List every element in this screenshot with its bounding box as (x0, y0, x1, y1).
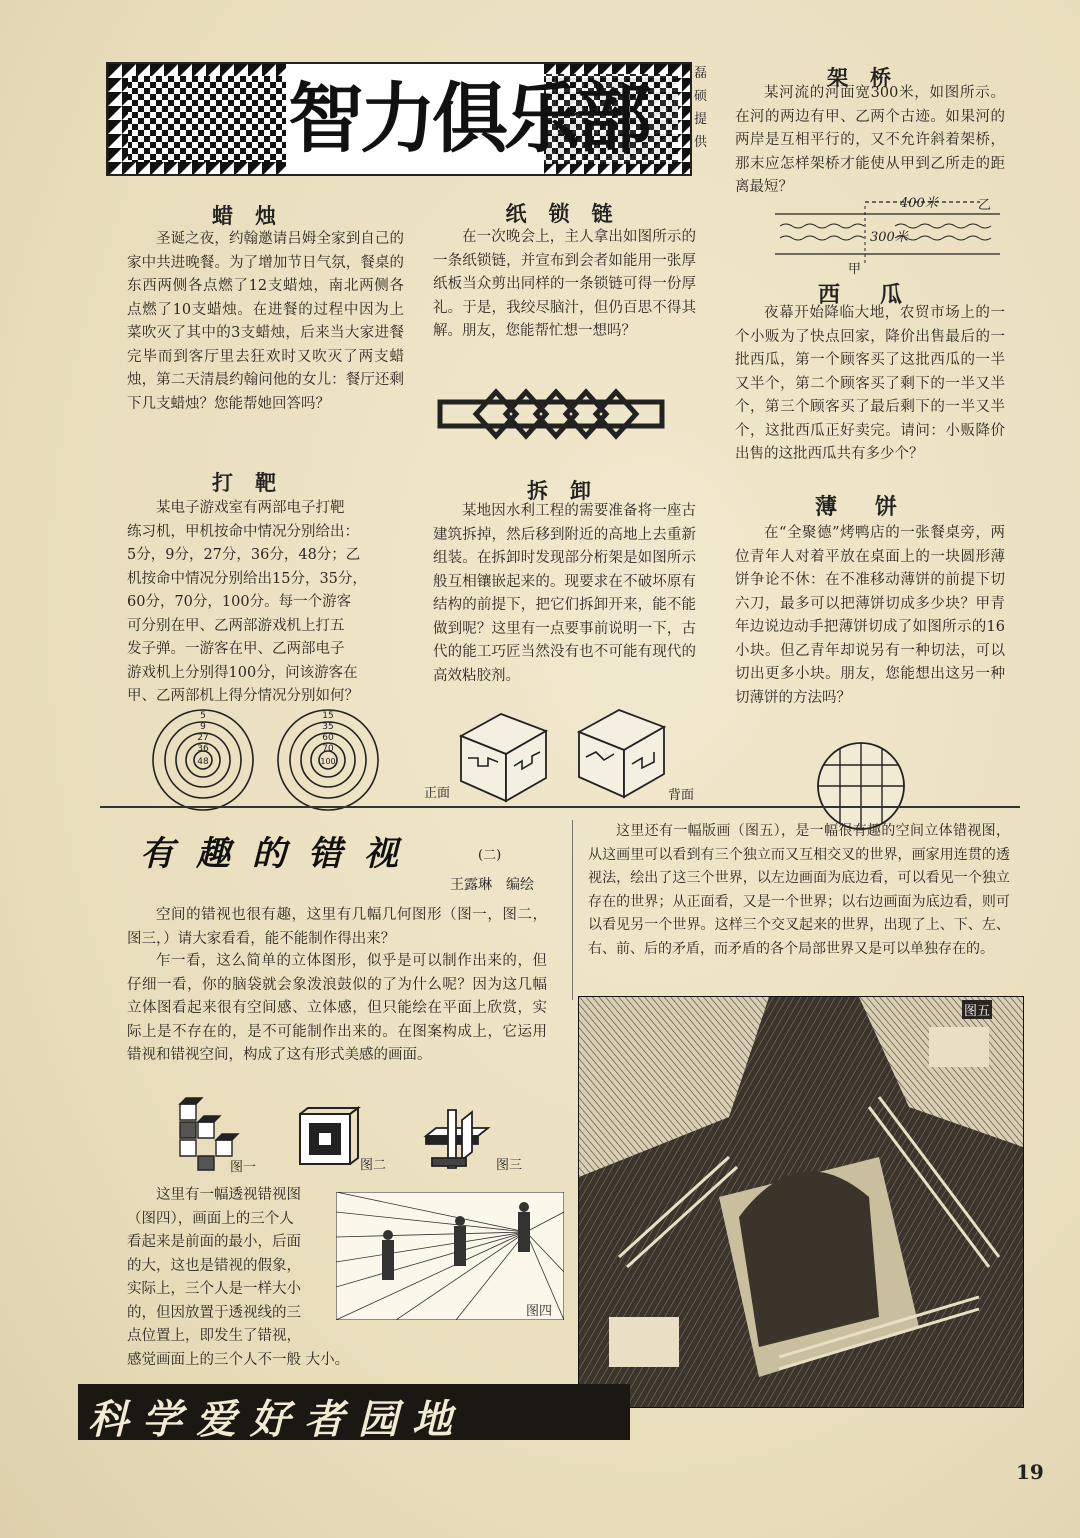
illusion-para1: 空间的错视也很有趣，这里有几幅几何图形（图一，图二，图三，）请大家看看，能不能制作得出来？ (127, 907, 547, 947)
target-b-ring-label: 15 (322, 711, 334, 721)
front-label: 正面 (424, 786, 451, 801)
impossible-figure-3 (418, 1106, 498, 1176)
illusion-para4: 这里还有一幅版画（图五），是一幅很有趣的空间立体错视图，从这画里可以看到有三个独立而又互相交叉的世界，画家用连贯的透视法，绘出了这三个世界，以左边画面为底边看，可以看见一个独立存在的世界；从正面看，又是一个世界；以右边画面为底边看，则可以看见另一个世界。这样三个交叉起来的世界，出现了上、下、左、右、前、后的矛盾，而矛盾的各个局部世界又是可以单独存在的。 (588, 823, 1010, 957)
pancake-title: 薄饼 (814, 494, 935, 520)
target-a-ring-label: 9 (200, 722, 206, 732)
para3-line: 的大，这也是错视的假象， (127, 1257, 301, 1274)
target-a-ring-label: 48 (197, 757, 209, 767)
para3-line: 实际上，三个人是一样大小 (127, 1281, 301, 1297)
dismantle-text: 某地因水利工程的需要准备将一座古建筑拆掉，然后移到附近的高地上去重新组装。在拆卸时发现部分桁架是如图所示般互相镶嵌起来的。现要求在不破坏原有结构的前提下，把它们拆卸开来，能不能做到呢？这里有一点要事前说明一下，古代的能工巧匠当然没有也不可能有现代的高效粘胶剂。 (433, 503, 696, 684)
target-a-ring-label: 5 (200, 711, 206, 721)
target-line: 练习机，甲机按命中情况分别给出： (127, 523, 359, 540)
bridge-width-label: 400米 (900, 196, 938, 211)
para3-line: 的，但因放置于透视线的三 (127, 1304, 301, 1321)
target-b-ring-label: 60 (322, 733, 334, 743)
bridge-b-label: 乙 (978, 198, 992, 213)
bridge-title: 架桥 (827, 65, 913, 90)
target-line: 机按命中情况分别给出15分，35分， (127, 570, 367, 587)
target-line: 甲、乙两部机上得分情况分别如何？ (127, 688, 359, 704)
pancake-text: 在“全聚德”烤鸭店的一张餐桌旁，两位青年人对着平放在桌面上的一块圆形薄饼争论不休：在不准移动薄饼的前提下切六刀，最多可以把薄饼切成多少块？甲青年边说边动手把薄饼切成了如图所示的16小块。但乙青年却说另有一种切法，可以切出更多小块。朋友，您能想出这另一种切薄饼的方法吗？ (735, 525, 1005, 706)
illusion-subtitle: (二) (478, 848, 502, 863)
para3-line: （图四），画面上的三个人 (127, 1210, 294, 1227)
bridge-a-label: 甲 (848, 262, 862, 277)
chain-text: 在一次晚会上，主人拿出如图所示的一条纸锁链，并宣布到会者如能用一张厚纸板当众剪出同样的一条锁链可得一份厚礼。于是，我绞尽脑汁，但仍百思不得其解。朋友，您能帮忙想一想吗？ (433, 229, 696, 339)
target-title: 打靶 (212, 470, 298, 495)
column-divider (572, 820, 573, 1000)
para3-line: 感觉画面上的三个人不一般 大小。 (127, 1351, 350, 1368)
bridge-text: 某河流的河面宽300米，如图所示。在河的两边有甲、乙两个古迹。如果河的两岸是互相平行的，又不允许斜着架桥，那末应怎样架桥才能使从甲到乙所走的距离最短？ (735, 85, 1005, 195)
dismantle-title: 拆卸 (527, 478, 613, 503)
para3-line: 这里有一幅透视错视图 (156, 1187, 301, 1203)
target-b-ring-label: 35 (322, 722, 334, 732)
illusion-title: 有趣的错视 (140, 834, 420, 874)
candle-title: 蜡烛 (212, 203, 298, 228)
column-title: 智力俱乐部 (288, 74, 648, 163)
target-a-figure (143, 708, 263, 818)
melon-text: 夜幕开始降临大地，农贸市场上的一个小贩为了快点回家，降价出售最后的一批西瓜，第一个顾客买了这批西瓜的一半又半个，第二个顾客买了剩下的一半又半个，第三个顾客买了最后剩下的一半又半个，这批西瓜正好卖完。请问：小贩降价出售的这批西瓜共有多少个？ (735, 305, 1005, 462)
chain-title: 纸锁链 (505, 201, 635, 226)
joint-back-figure (574, 702, 674, 802)
fig2-label: 图二 (360, 1158, 387, 1173)
page-number: 19 (1016, 1460, 1044, 1484)
para3-line: 点位置上，即发生了错视， (127, 1328, 301, 1344)
target-a-ring-label: 36 (197, 744, 209, 754)
candle-text: 圣诞之夜，约翰邀请吕姆全家到自己的家中共进晚餐。为了增加节日气氛，餐桌的东西两侧各点燃了12支蜡烛，南北两侧各点燃了10支蜡烛。在进餐的过程中因为上菜吹灭了其中的3支蜡烛，后来当大家进餐完毕而到客厅里去狂欢时又吹灭了两支蜡烛，第二天清晨约翰问他的女儿：餐厅还剩下几支蜡烛？您能帮她回答吗？ (127, 231, 404, 412)
fig3-label: 图三 (496, 1158, 523, 1173)
target-line: 可分别在甲、乙两部游戏机上打五 (127, 617, 345, 634)
melon-title: 西瓜 (817, 282, 942, 308)
credit: 磊硕提供 (694, 66, 708, 150)
impossible-figure-2 (292, 1104, 362, 1174)
joint-front-figure (456, 706, 556, 806)
section-banner (78, 1384, 630, 1443)
target-line: 游戏机上分别得100分，问该游客在 (127, 664, 358, 681)
fig4-label: 图四 (526, 1304, 553, 1319)
back-label: 背面 (668, 788, 695, 803)
target-b-ring-label: 100 (320, 757, 336, 766)
relativity-print-drawing (579, 997, 1023, 1407)
target-line: 某电子游戏室有两部电子打靶 (156, 500, 345, 516)
target-text (127, 497, 404, 709)
target-line: 60分，70分，100分。每一个游客 (127, 594, 352, 610)
para3-line: 看起来是前面的最小，后面 (127, 1234, 301, 1250)
section-title: 科学爱好者园地 (88, 1397, 466, 1443)
relativity-print (578, 996, 1024, 1408)
bridge-river-label: 300米 (870, 230, 908, 245)
fig5-label: 图五 (962, 1000, 992, 1019)
illusion-para2: 乍一看，这么简单的立体图形，似乎是可以制作出来的，但仔细一看，你的脑袋就会象泼浪鼓似的了为什么呢？因为这几幅立体图看起来很有空间感、立体感，但只能绘在平面上欣赏，实际上是不存在的，是不可能制作出来的。在图案构成上，它运用错视和错视空间，构成了这有形式美感的画面。 (127, 953, 547, 1063)
column-banner (106, 62, 692, 176)
target-a-ring-label: 27 (197, 733, 209, 743)
target-line: 5分，9分，27分，36分，48分；乙 (127, 547, 361, 563)
target-b-ring-label: 70 (322, 744, 334, 754)
section-divider (100, 806, 1020, 808)
target-line: 发子弹。一游客在甲、乙两部电子 (127, 641, 345, 657)
fig1-label: 图一 (230, 1160, 257, 1175)
target-b-figure (268, 708, 388, 818)
paper-chain-figure (436, 384, 666, 444)
illusion-author: 王露琳 编绘 (450, 877, 534, 893)
